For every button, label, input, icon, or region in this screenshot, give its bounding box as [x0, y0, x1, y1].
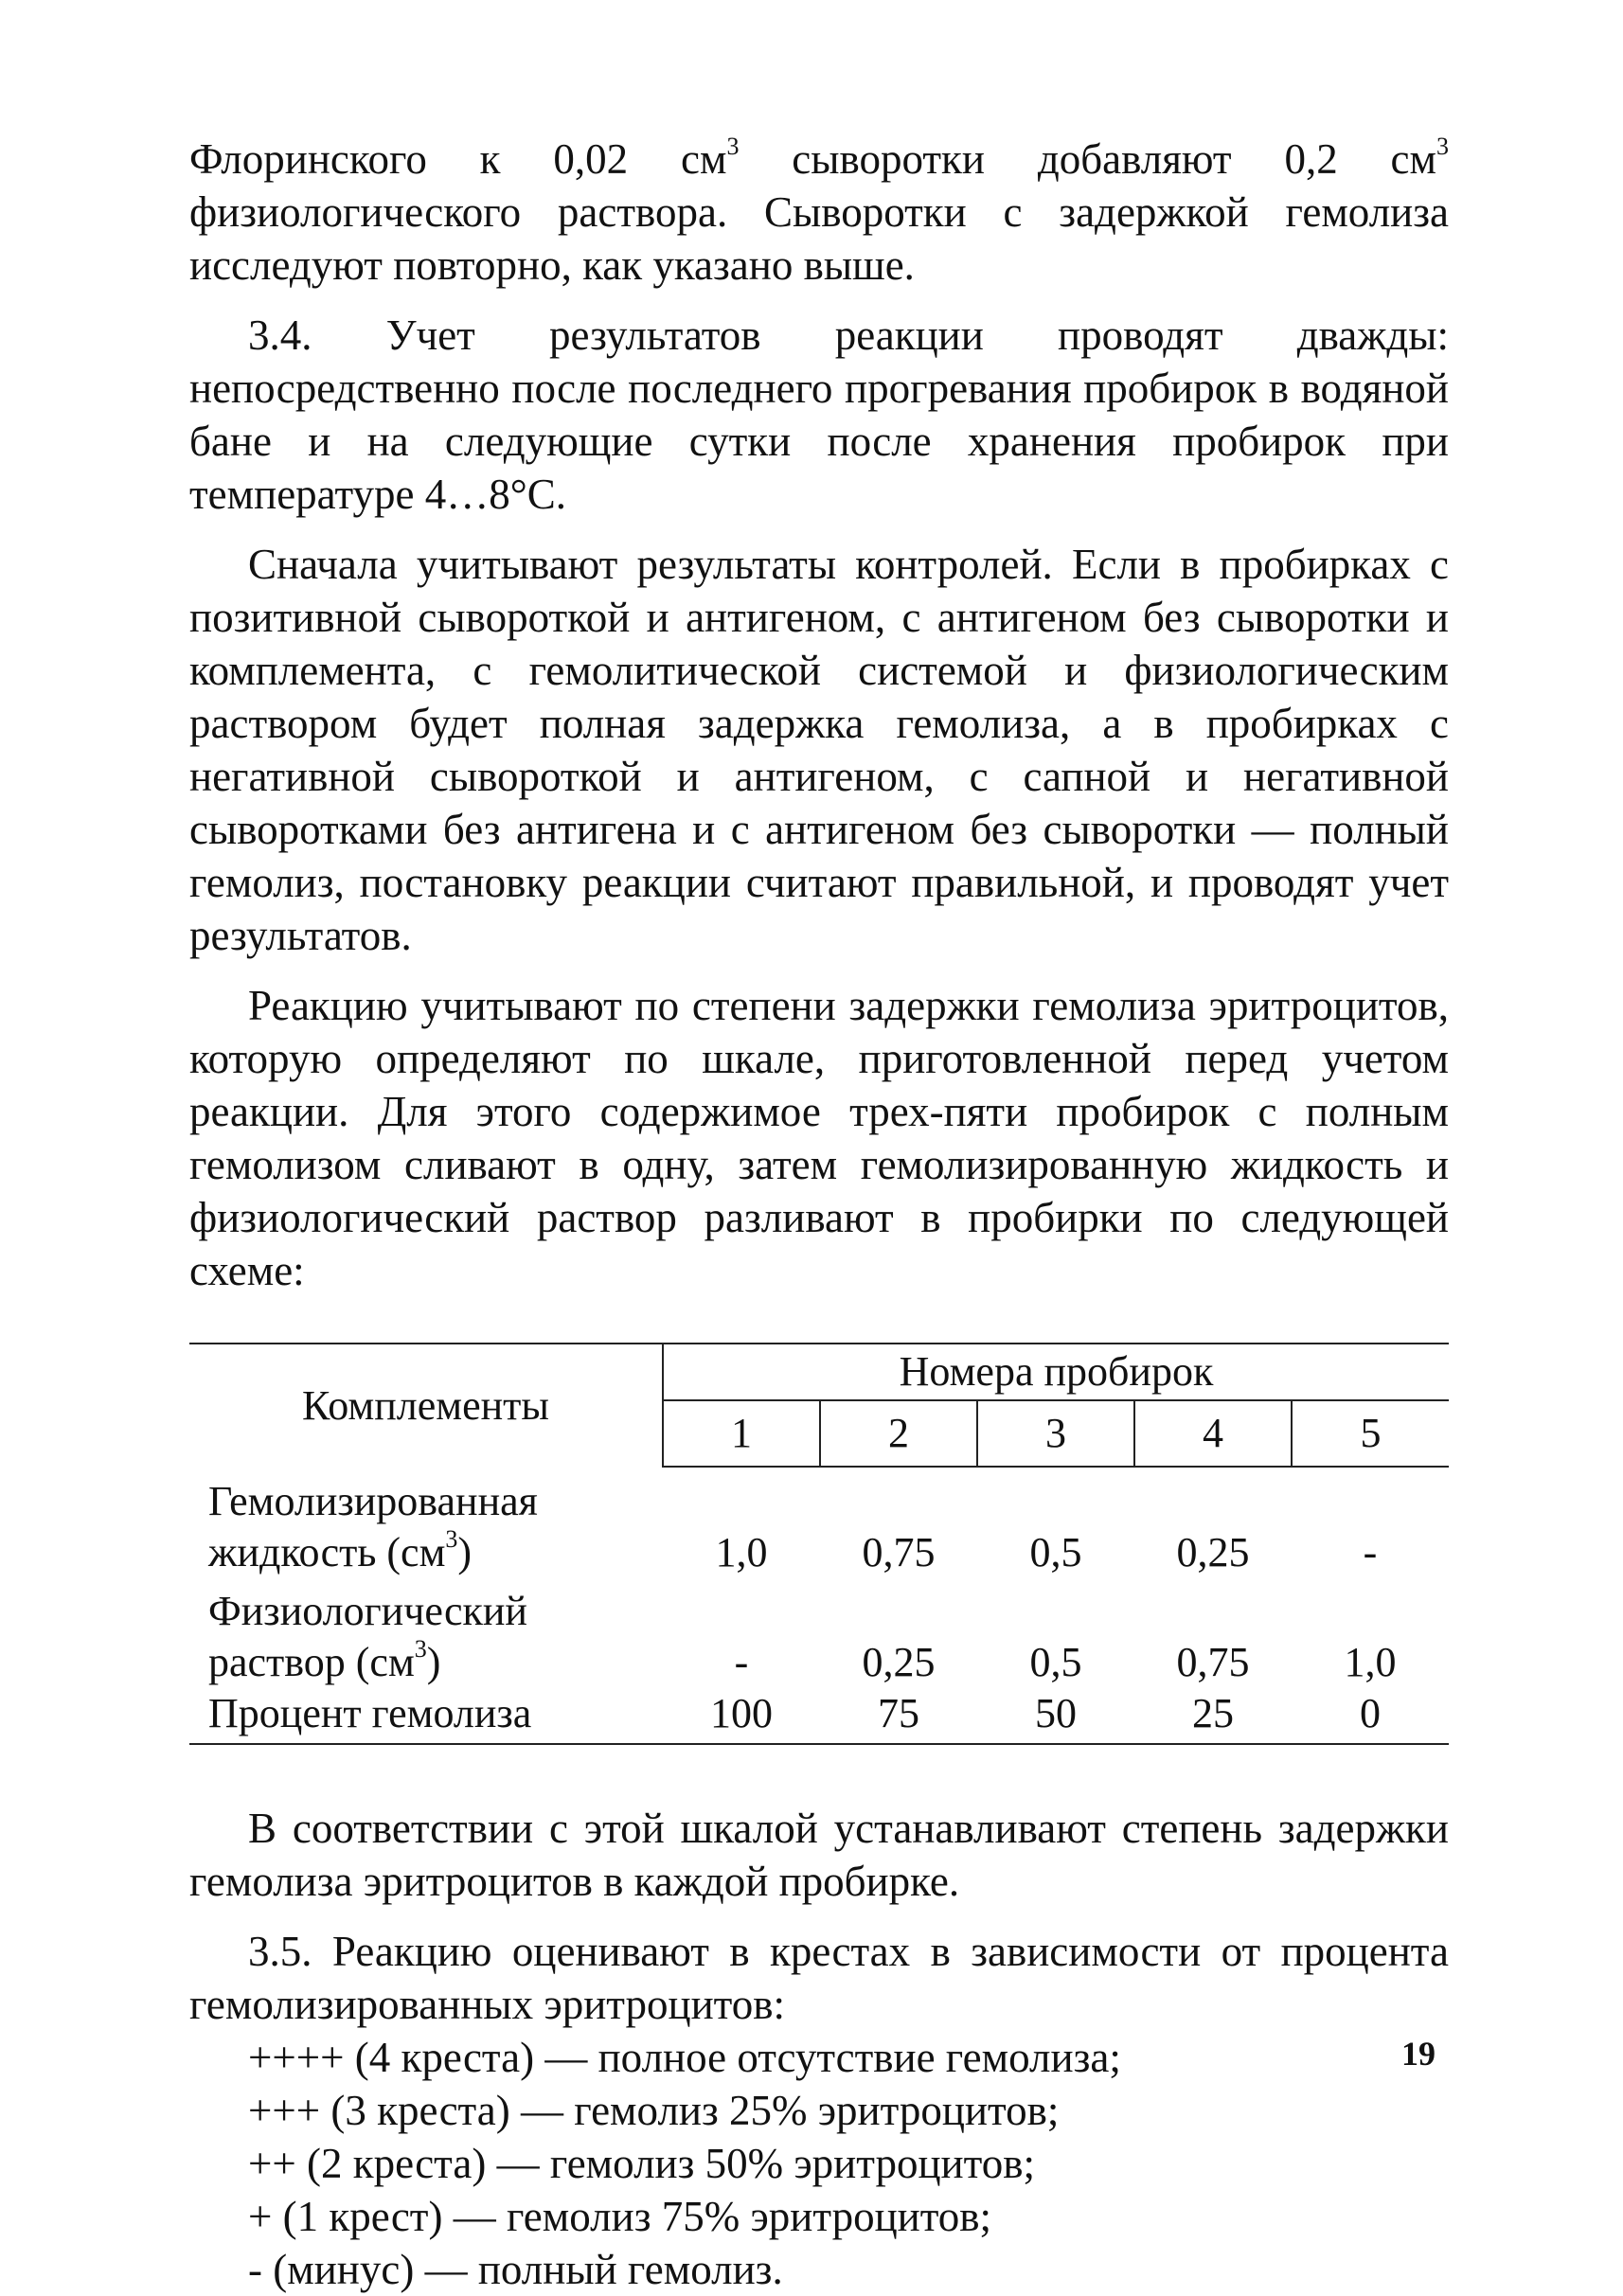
- tube-number-header: 4: [1134, 1400, 1292, 1467]
- table-cell: 0,5: [1029, 1529, 1082, 1575]
- table-cell: 100: [663, 1688, 820, 1744]
- list-item: - (минус) — полный гемолиз.: [248, 2246, 783, 2293]
- table-row: [189, 1688, 1449, 1744]
- table-cell: 1,0: [715, 1529, 768, 1575]
- column-group-header-tube-numbers: Номера пробирок: [663, 1344, 1449, 1400]
- hemolysis-scale-table: [189, 1343, 1449, 1745]
- column-header-complements: Комплементы: [189, 1344, 663, 1467]
- list-item: + (1 крест) — гемолиз 75% эритроцитов;: [248, 2193, 992, 2240]
- table-cell: 50: [977, 1688, 1134, 1744]
- table-cell: -: [1363, 1529, 1378, 1575]
- table-cell: 75: [820, 1688, 977, 1744]
- tube-number-header: 2: [820, 1400, 977, 1467]
- row-label-line: Физиологический: [208, 1588, 527, 1634]
- row-label-line: жидкость (см: [208, 1529, 446, 1575]
- table-cell: 0,5: [1029, 1639, 1082, 1685]
- superscript: 3: [1436, 133, 1449, 160]
- row-label-tail: ): [457, 1529, 473, 1575]
- superscript: 3: [726, 133, 740, 160]
- text-fragment: сыворотки добавляют 0,2 см: [739, 135, 1436, 183]
- paragraph-continuation: [189, 133, 1449, 292]
- paragraph-scale: Реакцию учитывают по степени задержки гемолиза эритроцитов, которую определяют по шкале, приготовленной перед учетом реакции. Для этого содержимое трех-пяти пробирок с полным гемолизом сливают в одну, затем гемолизированную жидкость и физиологический раствор разливают в пробирки по следующей схеме:: [189, 982, 1449, 1294]
- list-item: ++ (2 креста) — гемолиз 50% эритроцитов;: [248, 2140, 1035, 2187]
- table-cell: 1,0: [1344, 1639, 1397, 1685]
- superscript: 3: [445, 1525, 458, 1554]
- text-fragment: Флоринского к 0,02 см: [189, 135, 727, 183]
- tube-number-header: 3: [977, 1400, 1134, 1467]
- table-cell: -: [734, 1639, 749, 1685]
- paragraph-controls: Сначала учитывают результаты контролей. Если в пробирках с позитивной сывороткой и антигеном, с антигеном без сыворотки и комплемента, с гемолитической системой и физиологическим раствором будет полная задержка гемолиза, а в пробирках с негативной сывороткой и антигеном, с сапной и негативной сыворотками без антигена и с антигеном без сыворотки — полный гемолиз, постановку реакции считают правильной, и проводят учет результатов.: [189, 541, 1449, 959]
- table-cell: 0,75: [862, 1529, 936, 1575]
- table-row: [189, 1578, 1449, 1688]
- document-page: [189, 133, 1449, 2296]
- table-cell: 0,25: [862, 1639, 936, 1685]
- list-item: ++++ (4 креста) — полное отсутствие гемолиза;: [248, 2034, 1121, 2081]
- tube-number-header: 5: [1292, 1400, 1449, 1467]
- table-cell: 0: [1292, 1688, 1449, 1744]
- page-number: 19: [1401, 2035, 1436, 2073]
- list-item: +++ (3 креста) — гемолиз 25% эритроцитов;: [248, 2087, 1060, 2134]
- grade-list: [189, 2031, 1449, 2296]
- row-label-line: Гемолизированная: [208, 1478, 538, 1524]
- row-label: Процент гемолиза: [189, 1688, 663, 1744]
- tube-number-header: 1: [663, 1400, 820, 1467]
- table-row: [189, 1467, 1449, 1578]
- table-cell: 25: [1134, 1688, 1292, 1744]
- paragraph-scale-usage: В соответствии с этой шкалой устанавливают степень задержки гемолиза эритроцитов в каждой пробирке.: [189, 1805, 1449, 1905]
- row-label-line: раствор (см: [208, 1639, 415, 1685]
- row-label: [189, 1467, 663, 1578]
- paragraph-3-5: 3.5. Реакцию оценивают в крестах в зависимости от процента гемолизированных эритроцитов:: [189, 1928, 1449, 2028]
- row-label: [189, 1578, 663, 1688]
- text-fragment: физиологического раствора. Сыворотки с задержкой гемолиза исследуют повторно, как указано выше.: [189, 188, 1449, 289]
- table-cell: 0,75: [1176, 1639, 1250, 1685]
- paragraph-3-4: 3.4. Учет результатов реакции проводят дважды: непосредственно после последнего прогревания пробирок в водяной бане и на следующие сутки после хранения пробирок при температуре 4…8°С.: [189, 311, 1449, 518]
- superscript: 3: [414, 1635, 427, 1664]
- table-cell: 0,25: [1176, 1529, 1250, 1575]
- row-label-tail: ): [426, 1639, 441, 1685]
